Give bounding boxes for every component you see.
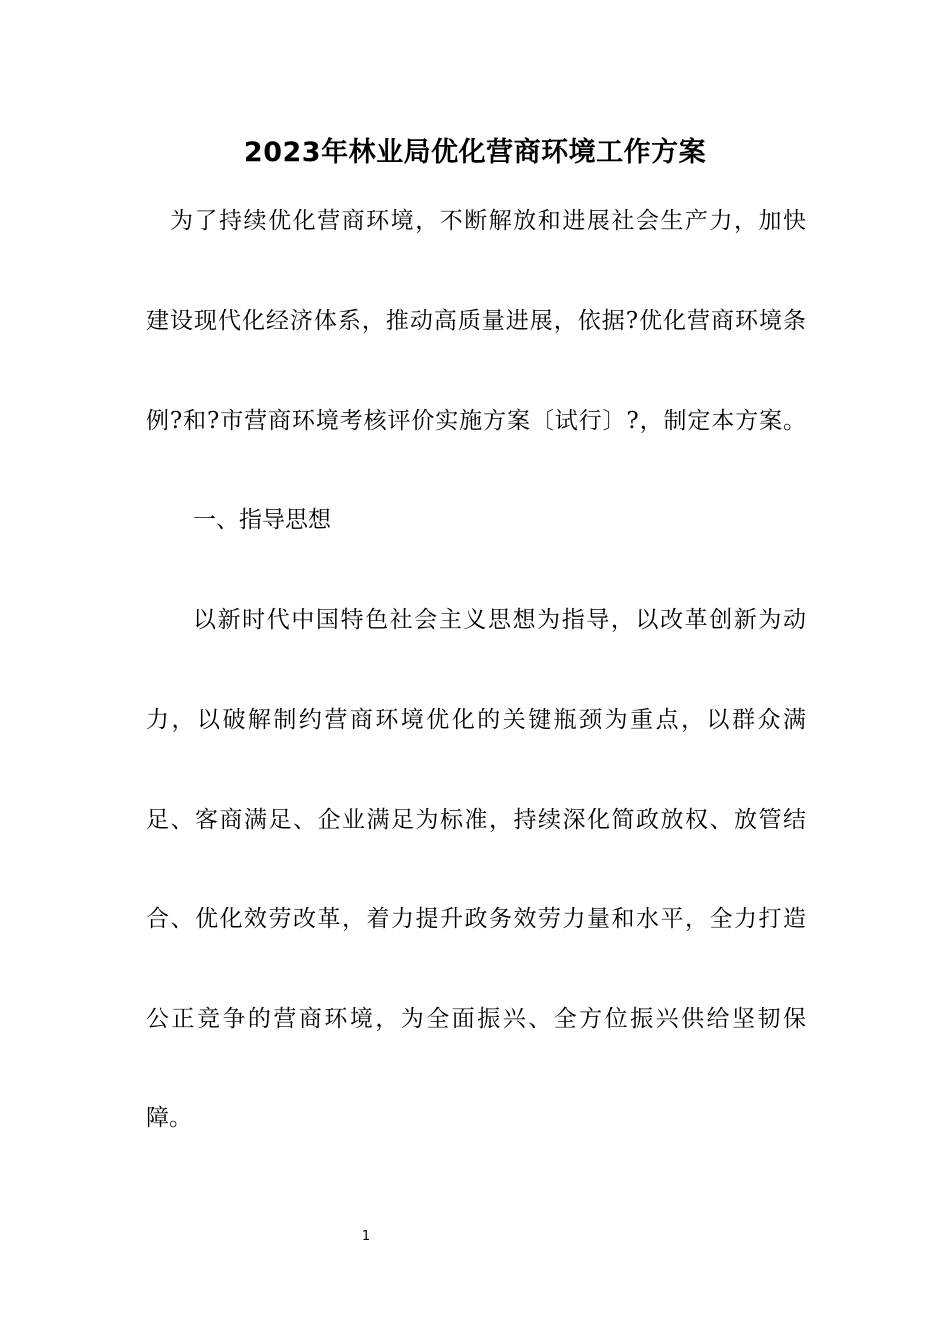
paragraph-line-2: 建设现代化经济体系，推动高质量进展，依据?优化营商环境条 — [146, 308, 806, 334]
paragraph-line-8: 公正竞争的营商环境，为全面振兴、全方位振兴供给坚韧保 — [146, 1006, 806, 1032]
document-title: 2023年林业局优化营商环境工作方案 — [243, 137, 707, 168]
page-number: 1 — [361, 1229, 371, 1244]
paragraph-line-6: 足、客商满足、企业满足为标准，持续深化简政放权、放管结 — [146, 807, 806, 833]
paragraph-line-1: 为了持续优化营商环境，不断解放和进展社会生产力，加快 — [170, 208, 806, 234]
paragraph-line-7: 合、优化效劳改革，着力提升政务效劳力量和水平，全力打造 — [146, 906, 806, 932]
paragraph-line-5: 力，以破解制约营商环境优化的关键瓶颈为重点，以群众满 — [146, 707, 806, 733]
paragraph-line-4: 以新时代中国特色社会主义思想为指导，以改革创新为动 — [193, 607, 806, 633]
paragraph-line-3: 例?和?市营商环境考核评价实施方案〔试行〕?，制定本方案。 — [146, 408, 806, 434]
section-heading: 一、指导思想 — [193, 507, 331, 533]
paragraph-line-9: 障。 — [146, 1105, 192, 1131]
